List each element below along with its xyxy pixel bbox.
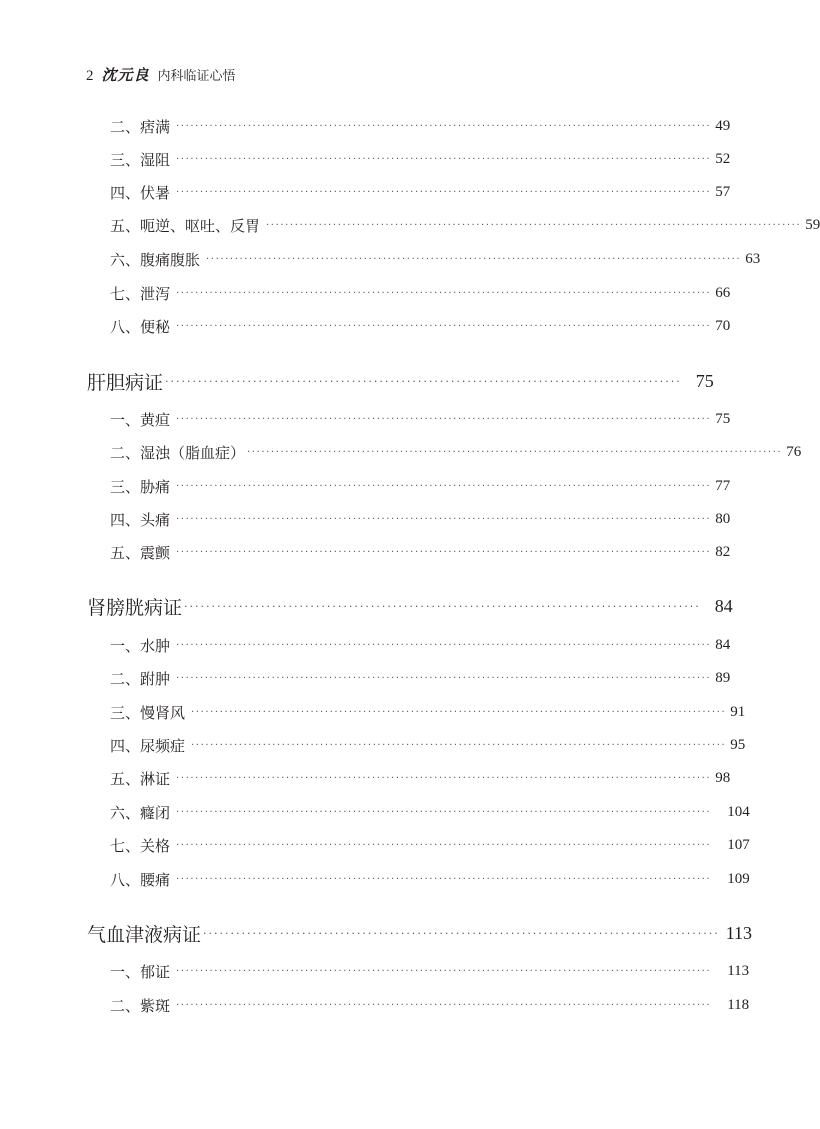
toc-entry-label: 三、湿阻 [110, 150, 171, 169]
toc-entry-label: 六、腹痛腹胀 [110, 250, 201, 269]
toc-entry-label: 三、胁痛 [110, 477, 171, 496]
dot-leader: ················································································································ [176, 772, 712, 784]
toc-entry[interactable] [110, 633, 731, 657]
toc-entry[interactable] [110, 959, 750, 983]
toc-entry[interactable] [110, 666, 731, 690]
toc-entry-label: 四、头痛 [110, 510, 171, 529]
dot-leader: ················································································································ [176, 965, 712, 977]
dot-leader: ················································································································ [176, 513, 712, 525]
toc-entry-label: 八、腰痛 [110, 870, 171, 889]
toc-section-heading[interactable] [87, 366, 714, 396]
dot-leader: ················································································································ [176, 839, 712, 851]
toc-entry[interactable] [110, 540, 731, 564]
toc-entry-label: 一、水肿 [110, 636, 171, 655]
dot-leader: ················································································································ [176, 672, 712, 684]
toc-entry-page: 66 [715, 284, 731, 301]
dot-leader: ················································································································ [206, 253, 742, 265]
toc-entry-page: 80 [715, 510, 731, 527]
toc-entry-label: 二、跗肿 [110, 669, 171, 688]
toc-entry-label: 二、湿浊（脂血症） [110, 443, 246, 462]
toc-entry-page: 118 [727, 996, 750, 1013]
toc-entry[interactable] [110, 766, 731, 790]
toc-entry-label: 四、伏暑 [110, 183, 171, 202]
toc-entry[interactable] [110, 180, 731, 204]
toc-entry-page: 98 [715, 769, 731, 786]
toc-entry-page: 84 [715, 636, 731, 653]
book-title: 内科临证心悟 [157, 69, 236, 84]
toc-entry[interactable] [110, 833, 750, 857]
toc-entry-label: 一、郁证 [110, 962, 171, 981]
toc-entry-label: 七、关格 [110, 836, 171, 855]
toc-entry-label: 一、黄疸 [110, 410, 171, 429]
dot-leader: ················································································································ [176, 120, 712, 132]
toc-entry-page: 109 [727, 870, 750, 887]
toc-entry-label: 六、癃闭 [110, 803, 171, 822]
toc-entry[interactable] [110, 147, 731, 171]
dot-leader: ················································································································ [176, 320, 712, 332]
toc-entry-label: 四、尿频症 [110, 736, 186, 755]
toc-entry[interactable] [110, 440, 802, 464]
toc-entry[interactable] [110, 867, 750, 891]
dot-leader: ················································································································ [191, 739, 727, 751]
section-title: 气血津液病证 [87, 923, 202, 946]
toc-entry-page: 57 [715, 183, 731, 200]
running-header [86, 64, 236, 86]
toc-entry-page: 104 [727, 803, 750, 820]
dot-leader: ················································································································ [176, 287, 712, 299]
toc-entry-page: 91 [730, 703, 746, 720]
toc-entry-page: 63 [745, 250, 761, 267]
toc-section-heading[interactable] [87, 591, 733, 621]
dot-leader: ······························································································ [165, 374, 682, 388]
dot-leader: ················································································································ [176, 999, 712, 1011]
toc-entry-page: 75 [715, 410, 731, 427]
dot-leader: ······························································································ [203, 926, 720, 940]
section-title: 肾膀胱病证 [87, 596, 183, 619]
toc-entry[interactable] [110, 114, 731, 138]
toc-entry[interactable] [110, 507, 731, 531]
toc-entry[interactable] [110, 800, 750, 824]
dot-leader: ················································································································ [176, 546, 712, 558]
toc-entry[interactable] [110, 474, 731, 498]
toc-entry[interactable] [110, 247, 761, 271]
dot-leader: ················································································································ [176, 639, 712, 651]
toc-entry-label: 二、痞满 [110, 117, 171, 136]
toc-entry-page: 59 [805, 216, 820, 233]
toc-entry-label: 二、紫斑 [110, 996, 171, 1015]
toc-entry[interactable] [110, 733, 746, 757]
page-number: 2 [86, 68, 94, 84]
toc-entry-page: 77 [715, 477, 731, 494]
toc-entry-page: 70 [715, 317, 731, 334]
toc-entry[interactable] [110, 993, 750, 1017]
section-page: 84 [714, 595, 733, 616]
dot-leader: ················································································································ [176, 480, 712, 492]
dot-leader: ················································································································ [247, 446, 783, 458]
toc-entry[interactable] [110, 281, 731, 305]
dot-leader: ················································································································ [176, 873, 712, 885]
dot-leader: ················································································································ [191, 706, 727, 718]
toc-entry-label: 五、震颤 [110, 543, 171, 562]
dot-leader: ······························································································ [184, 599, 701, 613]
toc-entry[interactable] [110, 407, 731, 431]
toc-section-heading[interactable] [87, 918, 753, 948]
toc-entry-page: 52 [715, 150, 731, 167]
author-name: 沈元良 [101, 66, 150, 84]
toc-entry-page: 95 [730, 736, 746, 753]
dot-leader: ················································································································ [176, 153, 712, 165]
toc-entry-page: 107 [727, 836, 750, 853]
section-page: 113 [725, 922, 753, 943]
toc-entry-label: 七、泄泻 [110, 284, 171, 303]
dot-leader: ················································································································ [176, 413, 712, 425]
dot-leader: ················································································································ [176, 186, 712, 198]
dot-leader: ················································································································ [176, 806, 712, 818]
toc-entry[interactable] [110, 314, 731, 338]
toc-entry-page: 89 [715, 669, 731, 686]
toc-entry-label: 五、淋证 [110, 769, 171, 788]
toc-entry-label: 三、慢肾风 [110, 703, 186, 722]
toc-entry[interactable] [110, 700, 746, 724]
dot-leader: ················································································································ [266, 219, 802, 231]
toc-entry-page: 49 [715, 117, 731, 134]
toc-entry-page: 113 [727, 962, 750, 979]
toc-entry-page: 76 [786, 443, 802, 460]
toc-entry-label: 八、便秘 [110, 317, 171, 336]
toc-entry-label: 五、呃逆、呕吐、反胃 [110, 216, 261, 235]
toc-entry[interactable] [110, 213, 820, 237]
section-page: 75 [695, 370, 714, 391]
toc-entry-page: 82 [715, 543, 731, 560]
section-title: 肝胆病证 [87, 371, 164, 394]
